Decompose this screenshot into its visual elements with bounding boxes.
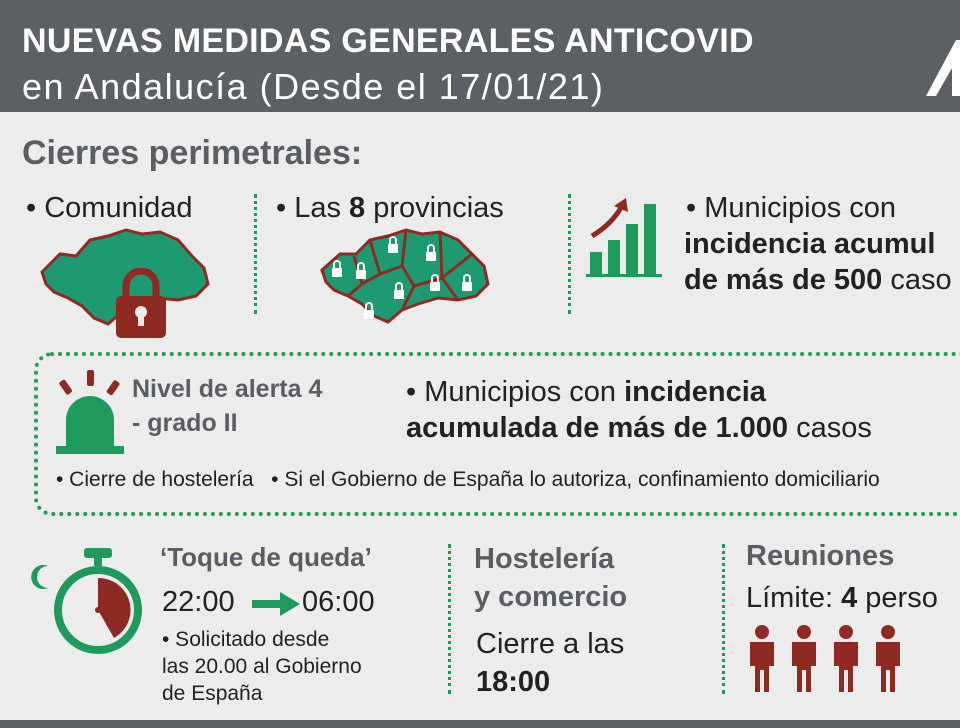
reuniones-limit [746,582,938,615]
toque-note-line3: de España [162,682,263,705]
alert-text-rest: casos [788,412,872,444]
hosteleria-time: 18:00 [476,666,551,698]
arrow-right-icon [252,592,300,616]
moon-icon [31,565,48,589]
divider [254,194,257,314]
hosteleria-title [474,540,627,616]
footer-bar [0,720,960,728]
divider [722,544,725,694]
toque-title: ‘Toque de queda’ [160,542,372,572]
alarm-siren-icon [52,370,128,456]
divider [448,544,451,694]
page-title: NUEVAS MEDIDAS GENERALES ANTICOVID [22,22,754,60]
toque-time-start: 22:00 [162,586,235,618]
reuniones-title: Reuniones [746,540,895,572]
provincias-num: 8 [349,192,366,224]
rising-bars-icon [586,194,666,278]
toque-note-line2: las 20.00 al Gobierno [162,655,362,678]
cierres-title: Cierres perimetrales: [22,134,363,172]
person-icon [834,625,858,692]
provincias-label [276,192,504,225]
logo-icon [926,40,960,96]
lock-icon [112,268,170,340]
reuniones-limit-post: perso [857,582,938,614]
provinces-map-icon [318,226,494,330]
alert-text-bold1: incidencia [624,376,766,408]
toque-time-end: 06:00 [302,586,375,618]
person-icon [876,625,900,692]
provincias-pre: • Las [276,192,350,224]
alert-text [406,374,872,446]
municipios-line3 [684,264,952,297]
reuniones-limit-pre: Límite: [746,582,842,614]
municipios-line2: incidencia acumul [684,228,936,260]
alert-bullets [56,468,880,492]
reuniones-limit-num: 4 [841,582,858,614]
toque-note [162,626,362,707]
divider [568,194,571,314]
hosteleria-title-line1: Hostelería [474,543,615,575]
municipios-line1: • Municipios con [686,192,897,224]
alert-bullet-2: • Si el Gobierno de España lo autoriza, confinamiento domiciliario [271,468,880,491]
municipios-line3-bold: de más de 500 [684,264,883,296]
municipios-line3-rest: caso [882,264,952,296]
alert-title-line2: - grado II [132,409,238,437]
alert-text-bold2: acumulada de más de 1.000 [406,412,789,444]
person-icon [792,625,816,692]
alert-title [132,372,322,440]
alert-title-line1: Nivel de alerta 4 [132,375,323,403]
stopwatch-icon [28,548,148,658]
hosteleria-title-line2: y comercio [474,581,628,613]
alert-text-line2 [406,410,872,446]
person-icon [750,625,774,692]
alert-text-line1 [406,374,872,410]
toque-note-line1: • Solicitado desde [162,628,330,651]
hosteleria-text: Cierre a las [476,628,625,660]
provincias-post: provincias [365,192,504,224]
comunidad-label: • Comunidad [26,192,193,224]
alert-text-pre: • Municipios con [406,376,625,408]
page-subtitle: en Andalucía (Desde el 17/01/21) [22,66,605,107]
people-group [746,624,916,699]
alert-bullet-1: • Cierre de hostelería [56,468,254,491]
